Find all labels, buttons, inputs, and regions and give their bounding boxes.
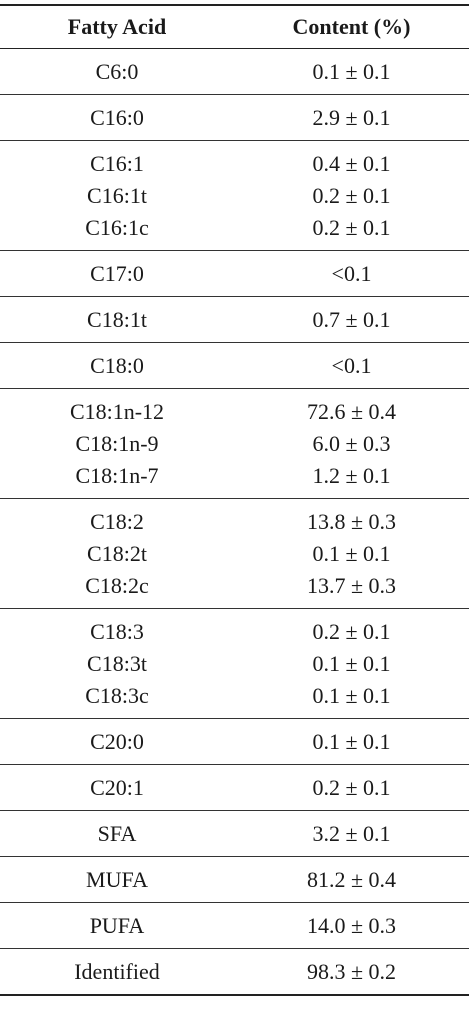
fatty-acid-name: C18:1n-12 <box>69 399 165 424</box>
content-value: 0.2 ± 0.1 <box>312 619 391 644</box>
header-row <box>0 5 469 49</box>
fatty-acid-name: C16:0 <box>90 105 144 130</box>
table-row <box>0 609 469 719</box>
fatty-acid-name: C16:1t <box>87 183 147 208</box>
content-cell <box>234 49 469 95</box>
content-value: 0.2 ± 0.1 <box>312 183 391 208</box>
table-row <box>0 499 469 609</box>
fatty-acid-cell <box>0 499 234 609</box>
table-row <box>0 903 469 949</box>
fatty-acid-name: PUFA <box>89 913 145 938</box>
content-cell <box>234 765 469 811</box>
header-content: Content (%) <box>292 14 411 39</box>
table-row <box>0 49 469 95</box>
content-cell <box>234 141 469 251</box>
table-row <box>0 765 469 811</box>
fatty-acid-name: C18:3c <box>85 683 149 708</box>
fatty-acid-cell <box>0 251 234 297</box>
fatty-acid-cell <box>0 609 234 719</box>
fatty-acid-cell <box>0 765 234 811</box>
fatty-acid-name: C18:2t <box>87 541 147 566</box>
content-value: 0.4 ± 0.1 <box>312 151 391 176</box>
fatty-acid-name: C20:0 <box>90 729 144 754</box>
content-value: 13.8 ± 0.3 <box>306 509 397 534</box>
content-cell <box>234 949 469 996</box>
content-value: 3.2 ± 0.1 <box>312 821 391 846</box>
content-cell <box>234 903 469 949</box>
content-value: <0.1 <box>331 261 372 286</box>
table-row <box>0 251 469 297</box>
fatty-acid-cell <box>0 49 234 95</box>
fatty-acid-name: C17:0 <box>90 261 144 286</box>
table-row <box>0 141 469 251</box>
fatty-acid-name: C16:1 <box>90 151 144 176</box>
content-value: 0.1 ± 0.1 <box>312 59 391 84</box>
content-value: 0.7 ± 0.1 <box>312 307 391 332</box>
content-value: 13.7 ± 0.3 <box>306 573 397 598</box>
table-row <box>0 343 469 389</box>
content-value: 72.6 ± 0.4 <box>306 399 397 424</box>
fatty-acid-name: SFA <box>97 821 137 846</box>
fatty-acid-cell <box>0 903 234 949</box>
content-value: 98.3 ± 0.2 <box>306 959 397 984</box>
table-row <box>0 719 469 765</box>
table-row <box>0 389 469 499</box>
table-row <box>0 811 469 857</box>
fatty-acid-cell <box>0 343 234 389</box>
content-cell <box>234 499 469 609</box>
fatty-acid-table <box>0 4 469 996</box>
fatty-acid-cell <box>0 719 234 765</box>
fatty-acid-cell <box>0 141 234 251</box>
fatty-acid-name: MUFA <box>86 867 148 892</box>
fatty-acid-cell <box>0 811 234 857</box>
fatty-acid-name: C18:2 <box>90 509 144 534</box>
content-cell <box>234 343 469 389</box>
content-cell <box>234 811 469 857</box>
table-row <box>0 95 469 141</box>
content-value: 0.1 ± 0.1 <box>312 729 391 754</box>
fatty-acid-name: C16:1c <box>85 215 149 240</box>
table-row <box>0 297 469 343</box>
content-value: 0.2 ± 0.1 <box>312 215 391 240</box>
content-value: 81.2 ± 0.4 <box>306 867 397 892</box>
fatty-acid-name: C18:0 <box>90 353 144 378</box>
fatty-acid-name: C20:1 <box>90 775 144 800</box>
fatty-acid-name: C18:3t <box>87 651 147 676</box>
content-cell <box>234 297 469 343</box>
fatty-acid-cell <box>0 389 234 499</box>
content-value: <0.1 <box>331 353 372 378</box>
fatty-acid-name: Identified <box>74 959 160 984</box>
content-value: 14.0 ± 0.3 <box>306 913 397 938</box>
fatty-acid-name: C18:2c <box>85 573 149 598</box>
content-cell <box>234 609 469 719</box>
fatty-acid-name: C18:1n-9 <box>75 431 159 456</box>
fatty-acid-name: C6:0 <box>95 59 139 84</box>
content-value: 1.2 ± 0.1 <box>312 463 391 488</box>
content-value: 2.9 ± 0.1 <box>312 105 391 130</box>
content-cell <box>234 389 469 499</box>
content-cell <box>234 251 469 297</box>
content-value: 0.1 ± 0.1 <box>312 541 391 566</box>
fatty-acid-name: C18:3 <box>90 619 144 644</box>
content-value: 0.1 ± 0.1 <box>312 683 391 708</box>
fatty-acid-cell <box>0 297 234 343</box>
table-header <box>0 5 469 49</box>
table-row <box>0 949 469 996</box>
content-cell <box>234 719 469 765</box>
header-fatty-acid: Fatty Acid <box>67 14 167 39</box>
fatty-acid-cell <box>0 95 234 141</box>
content-value: 6.0 ± 0.3 <box>312 431 391 456</box>
content-cell <box>234 95 469 141</box>
fatty-acid-cell <box>0 949 234 996</box>
content-value: 0.1 ± 0.1 <box>312 651 391 676</box>
fatty-acid-name: C18:1n-7 <box>75 463 159 488</box>
table-row <box>0 857 469 903</box>
table-body <box>0 49 469 996</box>
fatty-acid-cell <box>0 857 234 903</box>
content-value: 0.2 ± 0.1 <box>312 775 391 800</box>
fatty-acid-name: C18:1t <box>87 307 147 332</box>
content-cell <box>234 857 469 903</box>
